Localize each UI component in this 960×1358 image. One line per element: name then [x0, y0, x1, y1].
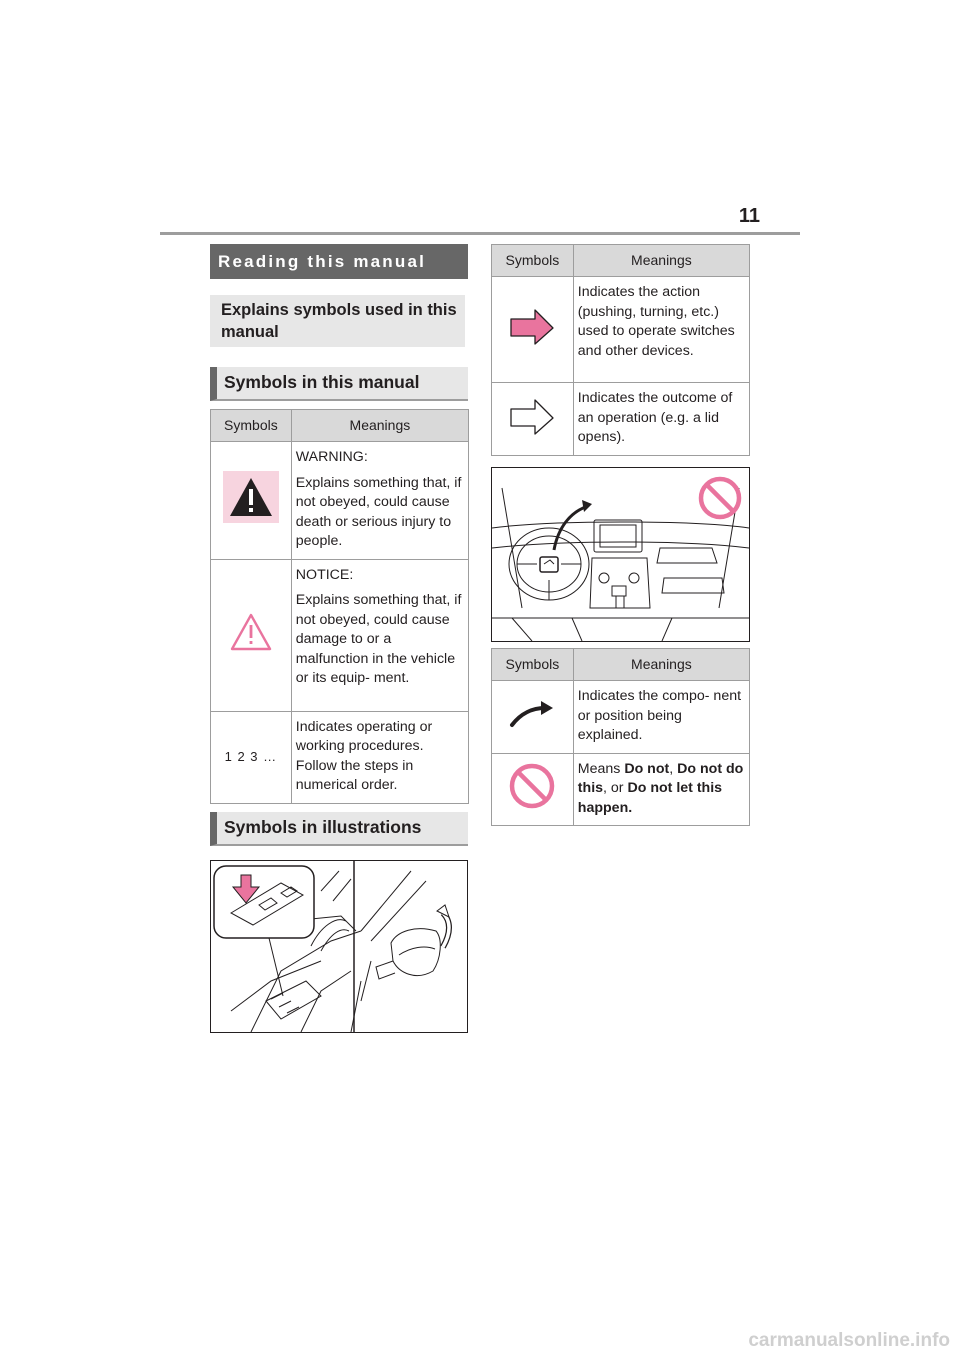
- col-symbols: Symbols: [492, 245, 574, 277]
- arrows-table: [491, 244, 750, 456]
- symbols-in-manual-heading: Symbols in this manual: [210, 367, 468, 401]
- step-numbers-icon: 1 2 3 …: [224, 748, 278, 764]
- notice-text: Explains something that, if not obeyed, could cause damage to or a malfunction in the vehicle or its equip- ment.: [295, 592, 462, 686]
- table-row: [492, 383, 750, 456]
- section-title-banner: Reading this manual: [210, 244, 468, 279]
- notice-triangle-outline-icon: [229, 612, 273, 652]
- page-number: 11: [738, 205, 760, 227]
- dashboard-illustration: [491, 467, 750, 642]
- col-meanings: Meanings: [573, 245, 749, 277]
- pink-action-arrow-icon: [509, 306, 555, 346]
- dashboard-drawing: [492, 468, 749, 641]
- prohibition-icon: [508, 762, 556, 810]
- notice-title: NOTICE:: [295, 566, 354, 583]
- section-subtitle: Explains symbols used in this manual: [210, 295, 465, 347]
- table-row: [492, 753, 750, 826]
- prohibition-text: Means Do not, Do not do this, or Do not let this happen.: [577, 760, 744, 816]
- table-row: [211, 442, 469, 560]
- table-row: [211, 711, 469, 803]
- curved-pointer-arrow-icon: [509, 699, 555, 729]
- watermark: carmanualsonline.info: [748, 1330, 950, 1351]
- table-row: [492, 277, 750, 383]
- symbols-in-illustrations-heading: Symbols in illustrations: [210, 812, 468, 846]
- switch-mirror-illustration: [210, 860, 468, 1033]
- col-symbols: Symbols: [492, 649, 574, 681]
- col-symbols: Symbols: [211, 410, 292, 442]
- col-meanings: Meanings: [573, 649, 749, 681]
- col-meanings: Meanings: [291, 410, 468, 442]
- component-table: [491, 648, 750, 826]
- component-text: Indicates the compo- nent or position being explained.: [577, 688, 742, 743]
- warning-title: WARNING:: [295, 449, 368, 465]
- table-row: [211, 559, 469, 711]
- action-arrow-text: Indicates the action (pushing, turning, etc.) used to operate switches and other devices.: [577, 284, 735, 359]
- symbols-manual-table: [210, 409, 469, 804]
- switch-mirror-drawing: [211, 861, 467, 1032]
- top-rule: [160, 232, 800, 235]
- steps-text: Indicates operating or working procedures. Follow the steps in numerical order.: [295, 718, 433, 793]
- table-row: [492, 681, 750, 754]
- warning-triangle-filled-icon: [223, 471, 279, 523]
- warning-text: Explains something that, if not obeyed, could cause death or serious injury to people.: [295, 474, 462, 549]
- outline-outcome-arrow-icon: [509, 396, 555, 436]
- outcome-arrow-text: Indicates the outcome of an operation (e.g. a lid opens).: [577, 390, 733, 445]
